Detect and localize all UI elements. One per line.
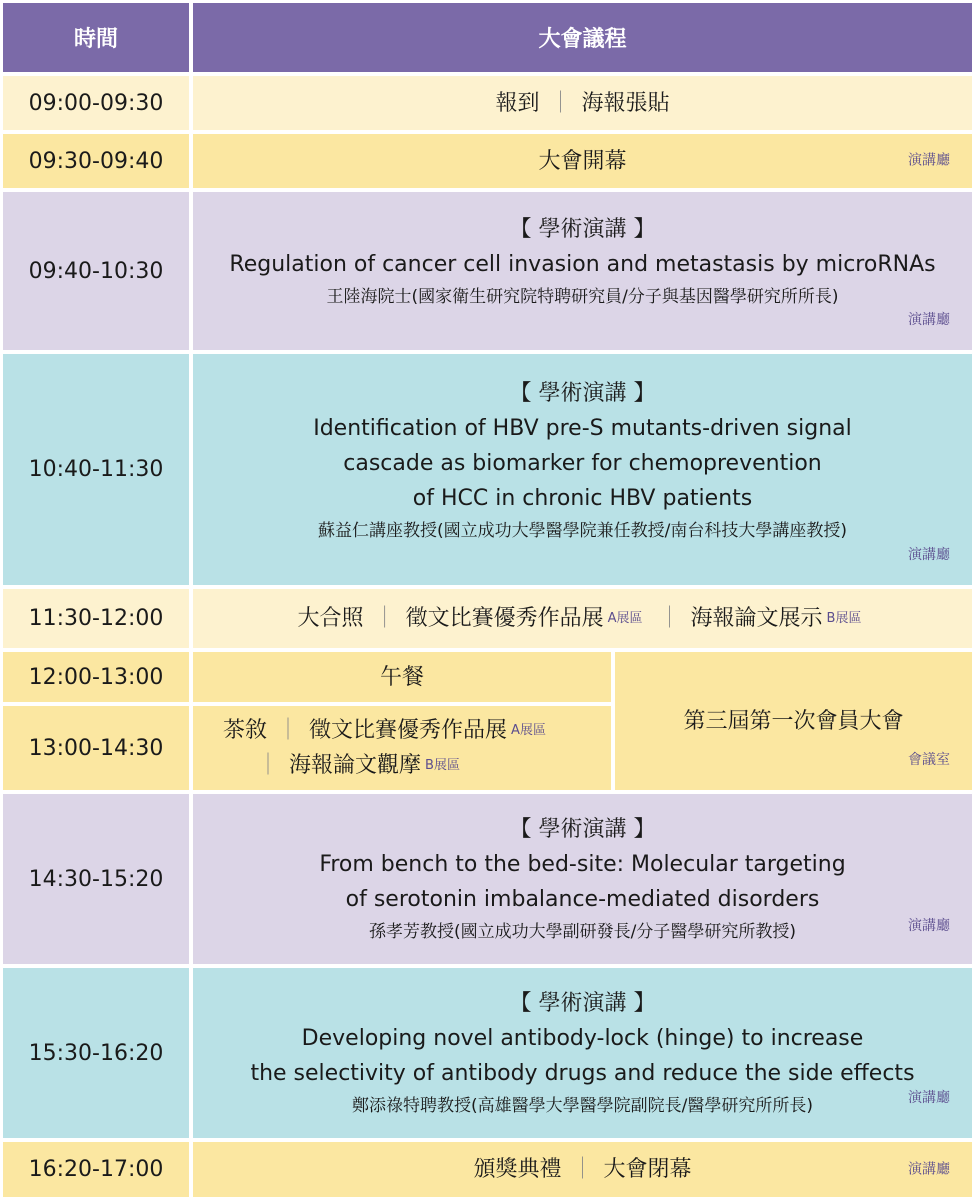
talk-title-line: of serotonin imbalance-mediated disorders <box>345 886 820 912</box>
event-opening: 大會開幕 <box>538 148 627 174</box>
event-tea-break: 茶敘 <box>223 718 268 743</box>
talk-title-line: the selectivity of antibody drugs and reduce the side effects <box>250 1060 915 1086</box>
time-cell <box>3 794 189 964</box>
separator: ｜ <box>571 1157 594 1182</box>
event-award-ceremony: 頒獎典禮 <box>473 1157 562 1182</box>
header-time-label: 時間 <box>73 27 118 52</box>
talk-speaker: 蘇益仁講座教授(國立成功大學醫學院兼任教授/南台科技大學講座教授) <box>318 520 847 541</box>
separator: ｜ <box>658 606 681 631</box>
time-cell <box>3 589 189 648</box>
separator: ｜ <box>549 90 572 116</box>
time-label: 14:30-15:20 <box>28 866 164 892</box>
zone-label: A展區 <box>607 611 643 626</box>
room-label: 演講廳 <box>908 312 950 328</box>
time-cell <box>3 1142 189 1197</box>
event-poster-setup: 海報張貼 <box>581 90 670 116</box>
talk-category: 【 學術演講 】 <box>509 990 656 1016</box>
time-cell <box>3 192 189 350</box>
zone-label: B展區 <box>826 611 862 626</box>
time-label: 09:00-09:30 <box>28 90 164 116</box>
talk-title: Regulation of cancer cell invasion and metastasis by microRNAs <box>229 252 936 277</box>
event-poster-display: 海報論文展示 <box>690 606 823 631</box>
talk-title-line: Developing novel antibody-lock (hinge) to increase <box>301 1025 864 1051</box>
event-essay-exhibit: 徵文比賽優秀作品展 <box>309 718 508 743</box>
talk-category: 【 學術演講 】 <box>509 217 656 242</box>
room-label: 會議室 <box>908 752 950 768</box>
event-members-meeting: 第三屆第一次會員大會 <box>683 708 904 734</box>
talk-title-line: of HCC in chronic HBV patients <box>412 485 753 511</box>
time-label: 09:30-09:40 <box>28 148 164 174</box>
agenda-cell <box>193 192 972 350</box>
time-cell <box>3 134 189 188</box>
time-label: 10:40-11:30 <box>28 457 164 482</box>
event-poster-viewing: 海報論文觀摩 <box>289 753 422 778</box>
event-closing: 大會閉幕 <box>603 1157 692 1182</box>
agenda-cell <box>193 794 972 964</box>
room-label: 演講廳 <box>908 152 950 169</box>
zone-label: B展區 <box>425 758 460 773</box>
event-essay-exhibit: 徵文比賽優秀作品展 <box>405 606 604 631</box>
agenda-cell-members-meeting <box>615 652 972 790</box>
time-cell <box>3 706 189 790</box>
talk-category: 【 學術演講 】 <box>509 816 656 842</box>
agenda-cell <box>193 652 611 702</box>
time-label: 12:00-13:00 <box>28 664 164 690</box>
time-label: 13:00-14:30 <box>28 735 164 761</box>
time-cell <box>3 354 189 585</box>
room-label: 演講廳 <box>908 1090 950 1106</box>
header-agenda-label: 大會議程 <box>538 27 627 52</box>
agenda-cell <box>193 589 972 648</box>
room-label: 演講廳 <box>908 918 950 934</box>
event-registration: 報到 <box>495 90 540 116</box>
time-cell <box>3 76 189 130</box>
time-label: 11:30-12:00 <box>28 606 164 631</box>
talk-speaker: 鄭添祿特聘教授(高雄醫學大學醫學院副院長/醫學研究所所長) <box>352 1095 813 1116</box>
agenda-cell <box>193 354 972 585</box>
header-agenda <box>193 3 972 72</box>
room-label: 演講廳 <box>908 547 950 563</box>
talk-title-line: cascade as biomarker for chemoprevention <box>343 450 822 476</box>
separator: ｜ <box>277 718 300 743</box>
agenda-cell <box>193 1142 972 1197</box>
time-label: 09:40-10:30 <box>28 258 164 284</box>
talk-speaker: 王陸海院士(國家衛生研究院特聘研究員/分子與基因醫學研究所所長) <box>326 287 839 307</box>
zone-label: A展區 <box>511 723 546 738</box>
agenda-cell <box>193 134 972 188</box>
time-cell <box>3 968 189 1138</box>
talk-title-line: Identification of HBV pre-S mutants-driven signal <box>313 415 852 441</box>
separator: ｜ <box>257 753 280 778</box>
time-label: 15:30-16:20 <box>28 1040 164 1066</box>
agenda-cell <box>193 76 972 130</box>
event-group-photo: 大合照 <box>297 606 364 631</box>
separator: ｜ <box>373 606 396 631</box>
event-lunch: 午餐 <box>379 664 424 690</box>
talk-category: 【 學術演講 】 <box>509 380 656 406</box>
talk-speaker: 孫孝芳教授(國立成功大學副研發長/分子醫學研究所教授) <box>369 921 796 942</box>
time-label: 16:20-17:00 <box>28 1157 164 1182</box>
time-cell <box>3 652 189 702</box>
talk-title-line: From bench to the bed-site: Molecular targeting <box>319 851 846 877</box>
agenda-cell <box>193 706 611 790</box>
agenda-cell <box>193 968 972 1138</box>
room-label: 演講廳 <box>908 1161 950 1177</box>
header-time <box>3 3 189 72</box>
